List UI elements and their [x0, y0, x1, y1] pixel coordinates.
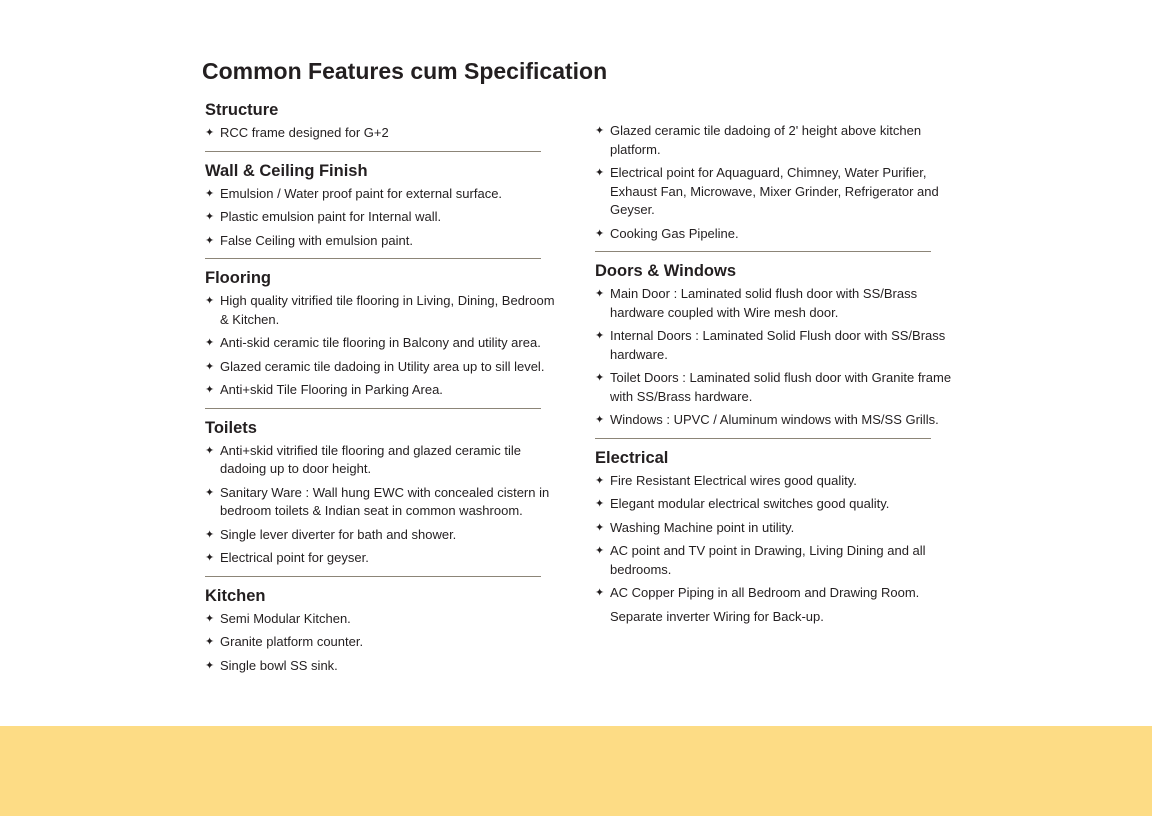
list-item [205, 610, 560, 629]
section-title: Toilets [205, 418, 257, 437]
list-item [205, 549, 560, 568]
feature-list [205, 124, 560, 143]
list-item [205, 124, 560, 143]
section-divider [205, 408, 541, 409]
list-item [595, 608, 955, 627]
item-text: Granite platform counter. [220, 634, 364, 649]
star-bullet-icon: ✦ [205, 186, 215, 200]
item-text: Windows : UPVC / Aluminum windows with MS/SS Grills. [610, 412, 939, 427]
star-bullet-icon: ✦ [595, 586, 605, 599]
feature-list [205, 292, 560, 400]
section-kitchen-continued [595, 122, 955, 243]
list-item [595, 285, 955, 322]
star-bullet-icon: ✦ [205, 527, 215, 541]
star-bullet-icon: ✦ [205, 359, 215, 373]
list-item [595, 164, 955, 220]
section-flooring [205, 268, 560, 400]
item-text: Separate inverter Wiring for Back-up. [610, 608, 824, 624]
item-text: Anti+skid vitrified tile flooring and glazed ceramic tile dadoing up to door height. [220, 442, 521, 476]
section-title: Flooring [205, 269, 271, 287]
list-item [595, 327, 955, 364]
section-toilets [205, 418, 560, 568]
section-structure [205, 100, 560, 143]
right-column [595, 122, 955, 631]
star-bullet-icon: ✦ [205, 658, 215, 672]
star-bullet-icon: ✦ [205, 443, 215, 457]
list-item [205, 232, 560, 251]
section-divider [205, 258, 541, 259]
section-kitchen [205, 586, 560, 676]
item-text: Plastic emulsion paint for Internal wall. [220, 209, 442, 224]
section-title: Kitchen [205, 586, 266, 605]
list-item [595, 519, 955, 538]
section-title: Structure [205, 101, 279, 119]
item-text: Emulsion / Water proof paint for external surface. [220, 185, 503, 201]
list-item [205, 657, 560, 676]
star-bullet-icon: ✦ [595, 473, 605, 487]
section-wall-ceiling-finish [205, 161, 560, 251]
item-text: Cooking Gas Pipeline. [610, 225, 739, 241]
item-text: AC point and TV point in Drawing, Living Dining and all bedrooms. [610, 543, 926, 577]
footer-band [0, 726, 1152, 816]
item-text: Fire Resistant Electrical wires good quality. [610, 472, 857, 488]
item-text: Main Door : Laminated solid flush door with SS/Brass hardware coupled with Wire mesh door. [610, 286, 918, 320]
item-text: Electrical point for Aquaguard, Chimney, Water Purifier, Exhaust Fan, Microwave, Mixer Grinder, Refrigerator and Geyser. [610, 165, 939, 217]
item-text: False Ceiling with emulsion paint. [220, 232, 413, 248]
page-title: Common Features cum Specification [202, 58, 608, 84]
star-bullet-icon: ✦ [595, 329, 605, 342]
item-text: Single bowl SS sink. [220, 657, 338, 673]
star-bullet-icon: ✦ [595, 124, 605, 137]
list-item [595, 122, 955, 159]
list-item [595, 542, 955, 579]
item-text: RCC frame designed for G+2 [220, 125, 389, 140]
section-title: Electrical [595, 448, 669, 467]
star-bullet-icon: ✦ [595, 544, 605, 557]
list-item [205, 358, 560, 377]
star-bullet-icon: ✦ [205, 383, 215, 396]
section-title: Doors & Windows [595, 262, 737, 280]
item-text: Semi Modular Kitchen. [220, 610, 351, 626]
star-bullet-icon: ✦ [205, 551, 215, 564]
list-item [205, 208, 560, 227]
star-bullet-icon: ✦ [595, 497, 605, 510]
list-item [205, 381, 560, 400]
item-text: Toilet Doors : Laminated solid flush door with Granite frame with SS/Brass hardware. [610, 370, 952, 404]
item-text: Anti-skid ceramic tile flooring in Balcony and utility area. [220, 335, 541, 350]
section-electrical [595, 448, 955, 627]
section-divider [205, 151, 541, 152]
list-item [595, 495, 955, 514]
star-bullet-icon: ✦ [205, 210, 215, 223]
feature-list [205, 442, 560, 568]
star-bullet-icon: ✦ [205, 485, 215, 499]
section-title: Wall & Ceiling Finish [205, 161, 368, 180]
star-bullet-icon: ✦ [205, 635, 215, 648]
list-item [595, 584, 955, 603]
left-column [205, 100, 560, 680]
section-divider [205, 576, 541, 577]
item-text: Glazed ceramic tile dadoing of 2' height above kitchen platform. [610, 123, 922, 157]
list-item [205, 633, 560, 652]
item-text: Glazed ceramic tile dadoing in Utility area up to sill level. [220, 358, 545, 374]
star-bullet-icon: ✦ [205, 611, 215, 625]
list-item [595, 369, 955, 406]
section-divider [595, 438, 931, 439]
feature-list [595, 472, 955, 627]
star-bullet-icon: ✦ [595, 166, 605, 179]
section-divider [595, 251, 931, 252]
feature-list [205, 610, 560, 676]
list-item [205, 292, 560, 329]
item-text: Electrical point for geyser. [220, 550, 369, 565]
star-bullet-icon: ✦ [205, 233, 215, 247]
list-item [595, 411, 955, 430]
item-text: Washing Machine point in utility. [610, 519, 795, 535]
item-text: Elegant modular electrical switches good quality. [610, 496, 890, 511]
list-item [595, 225, 955, 244]
item-text: Single lever diverter for bath and shower. [220, 526, 457, 542]
section-doors-windows [595, 261, 955, 430]
star-bullet-icon: ✦ [595, 413, 605, 426]
feature-list [595, 285, 955, 430]
feature-list [205, 185, 560, 251]
item-text: Internal Doors : Laminated Solid Flush door with SS/Brass hardware. [610, 328, 946, 362]
list-item [595, 472, 955, 491]
feature-list [595, 122, 955, 243]
star-bullet-icon: ✦ [595, 371, 605, 384]
star-bullet-icon: ✦ [595, 226, 605, 240]
item-text: High quality vitrified tile flooring in Living, Dining, Bedroom & Kitchen. [220, 293, 555, 327]
list-item [205, 334, 560, 353]
list-item [205, 442, 560, 479]
star-bullet-icon: ✦ [205, 126, 215, 139]
list-item [205, 185, 560, 204]
star-bullet-icon: ✦ [205, 294, 215, 307]
item-text: Anti+skid Tile Flooring in Parking Area. [220, 382, 443, 397]
star-bullet-icon: ✦ [205, 336, 215, 349]
item-text: AC Copper Piping in all Bedroom and Drawing Room. [610, 585, 920, 600]
list-item [205, 484, 560, 521]
star-bullet-icon: ✦ [595, 287, 605, 300]
item-text: Sanitary Ware : Wall hung EWC with concealed cistern in bedroom toilets & Indian seat in common washroom. [220, 484, 550, 518]
star-bullet-icon: ✦ [595, 520, 605, 534]
list-item [205, 526, 560, 545]
